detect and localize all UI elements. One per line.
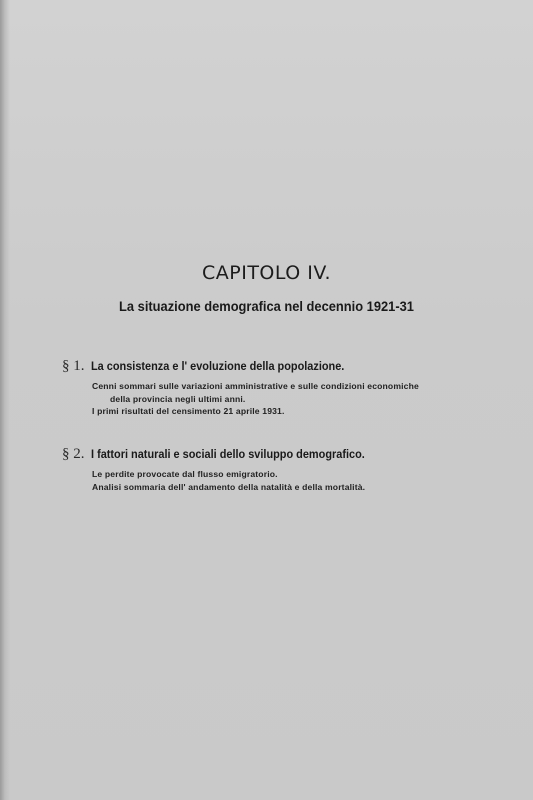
page-edge-shadow xyxy=(0,0,10,800)
section-2-line-2: Analisi sommaria dell' andamento della natalità e della mortalità. xyxy=(92,481,366,492)
section-1-title: La consistenza e l' evoluzione della popolazione. xyxy=(90,361,344,373)
section-2 xyxy=(62,446,522,493)
section-2-body xyxy=(92,468,522,493)
section-1-heading xyxy=(62,358,522,375)
chapter-title: CAPITOLO IV. xyxy=(202,262,331,284)
section-1-body xyxy=(92,380,522,418)
section-2-title: I fattori naturali e sociali dello sviluppo demografico. xyxy=(90,449,365,461)
section-1-line-3: I primi risultati del censimento 21 aprile 1931. xyxy=(92,406,285,416)
section-1-number: § 1. xyxy=(62,358,85,374)
section-1-line-1: Cenni sommari sulle variazioni amministrative e sulle condizioni economiche xyxy=(92,381,419,391)
section-1-line-2: della provincia negli ultimi anni. xyxy=(110,393,246,404)
section-2-line-1: Le perdite provocate dal flusso emigratorio. xyxy=(92,469,278,479)
section-2-number: § 2. xyxy=(62,446,85,462)
section-2-heading xyxy=(62,446,522,463)
chapter-subtitle: La situazione demografica nel decennio 1921-31 xyxy=(119,298,414,314)
section-1 xyxy=(62,358,522,418)
